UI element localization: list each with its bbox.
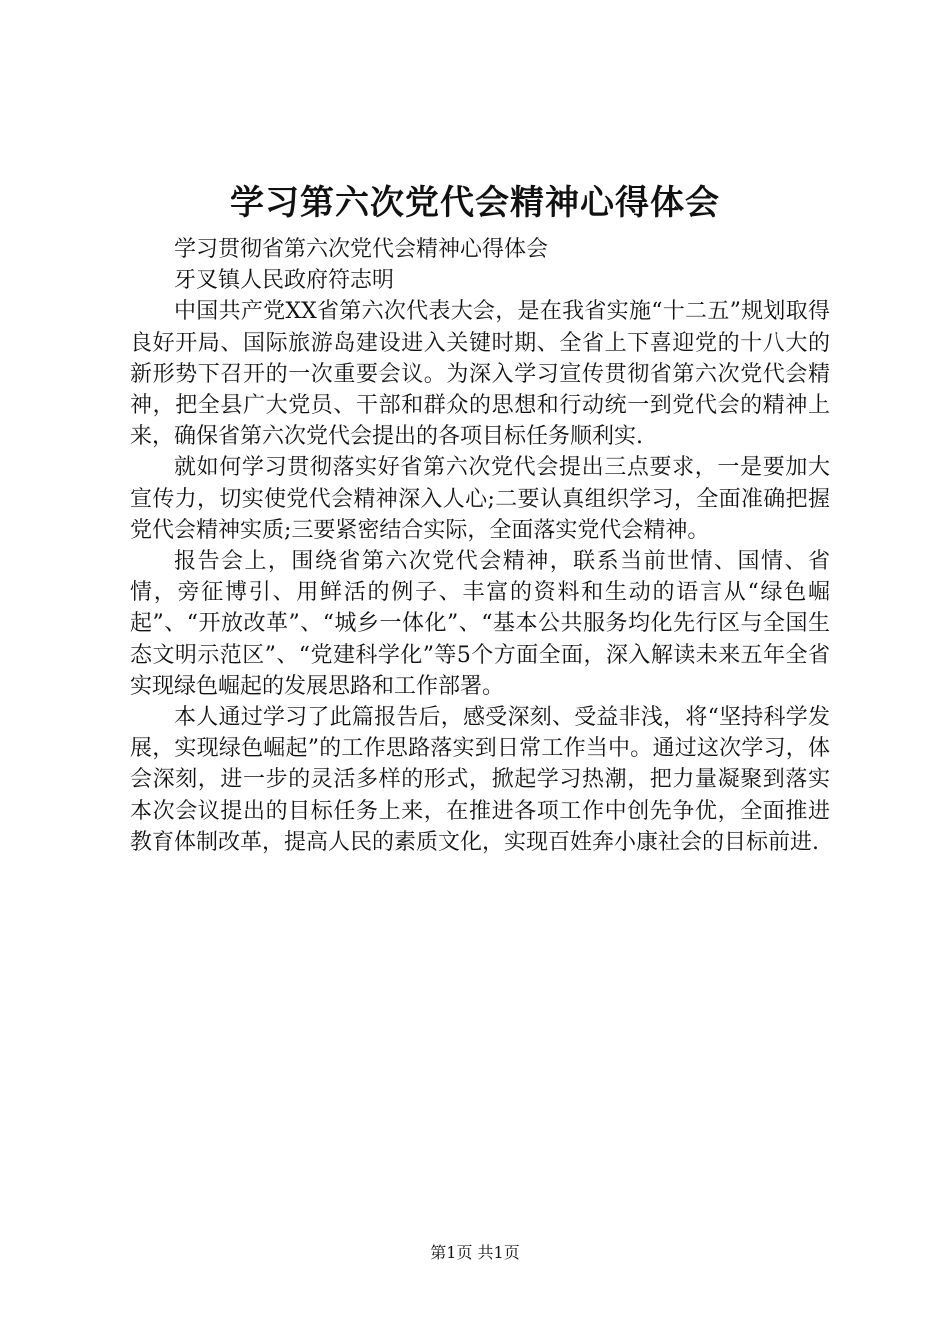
body-paragraph: 本人通过学习了此篇报告后，感受深刻、受益非浅，将“坚持科学发展，实现绿色崛起”的工作思路落实到日常工作当中。通过这次学习，体会深刻，进一步的灵活多样的形式，掀起学习热潮，把力量凝聚到落实本次会议提出的目标任务上来，在推进各项工作中创先争优，全面推进教育体制改革，提高人民的素质文化，实现百姓奔小康社会的目标前进. <box>130 705 830 855</box>
author-paragraph: 牙叉镇人民政府符志明 <box>174 268 395 294</box>
body-paragraph: 报告会上，围绕省第六次党代会精神，联系当前世情、国情、省情，旁征博引、用鲜活的例子、丰富的资料和生动的语言从“绿色崛起”、“开放改革”、“城乡一体化”、“基本公共服务均化先行区与全国生态文明示范区”、“党建科学化”等5个方面全面，深入解读未来五年全省实现绿色崛起的发展思路和工作部署。 <box>130 549 830 699</box>
document-title: 学习第六次党代会精神心得体会 <box>230 183 720 223</box>
subtitle-paragraph: 学习贯彻省第六次党代会精神心得体会 <box>174 237 549 262</box>
page-footer: 第1页 共1页 <box>430 1243 520 1262</box>
body-paragraph: 就如何学习贯彻落实好省第六次党代会提出三点要求，一是要加大宣传力，切实使党代会精神深入人心;二要认真组织学习，全面准确把握党代会精神实质;三要紧密结合实际，全面落实党代会精神。 <box>130 455 830 543</box>
document-body <box>130 234 830 858</box>
body-paragraph: 中国共产党XX省第六次代表大会，是在我省实施“十二五”规划取得良好开局、国际旅游岛建设进入关键时期、全省上下喜迎党的十八大的新形势下召开的一次重要会议。为深入学习宣传贯彻省第六次党代会精神，把全县广大党员、干部和群众的思想和行动统一到党代会的精神上来，确保省第六次党代会提出的各项目标任务顺利实. <box>130 299 830 450</box>
